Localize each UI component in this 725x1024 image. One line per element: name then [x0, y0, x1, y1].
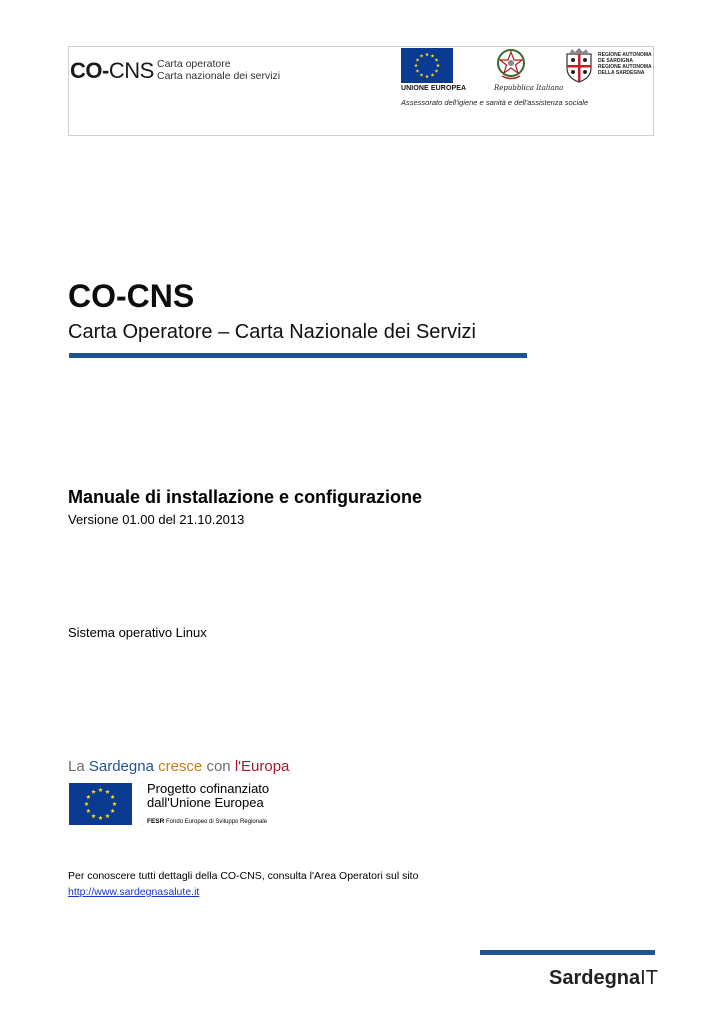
slogan-cresce: cresce	[158, 758, 207, 775]
footer-logo-rest: IT	[640, 967, 658, 989]
project-line-1: Progetto cofinanziato	[147, 781, 270, 796]
eu-flag-large-icon	[69, 783, 132, 825]
region-label-1: REGIONE AUTONOMA	[598, 52, 652, 58]
logo-co: CO-	[70, 58, 109, 83]
slogan-sardegna: Sardegna	[88, 758, 159, 775]
info-text: Per conoscere tutti dettagli della CO-CNS, consulta l'Area Operatori sul sito	[68, 870, 419, 882]
region-label-3: REGIONE AUTONOMA	[598, 64, 652, 70]
eu-label: UNIONE EUROPEA	[401, 85, 467, 92]
cocns-logo	[70, 58, 154, 84]
project-line-2: dall'Unione Europea	[147, 795, 264, 810]
page-title: CO-CNS	[68, 278, 195, 314]
footer-divider	[480, 950, 655, 955]
logo-subtitle	[157, 58, 280, 82]
title-divider	[69, 353, 527, 358]
sardinia-region-emblem-icon	[563, 48, 595, 84]
page-subtitle: Carta Operatore – Carta Nazionale dei Servizi	[68, 321, 476, 343]
region-label-2: DE SARDIGNA	[598, 58, 634, 64]
footer-logo-bold: Sardegna	[549, 967, 641, 989]
slogan-europa: l'Europa	[234, 758, 290, 775]
document-os: Sistema operativo Linux	[68, 625, 207, 640]
slogan-la: La	[68, 758, 89, 775]
logo-sub-line1: Carta operatore	[157, 58, 231, 70]
fesr-label	[147, 818, 267, 826]
fesr-bold: FESR	[147, 818, 165, 825]
eu-slogan	[68, 758, 289, 776]
assessorato-text: Assessorato dell'igiene e sanità e dell'assistenza sociale	[401, 98, 589, 107]
republic-label: Repubblica Italiana	[494, 84, 564, 92]
document-heading: Manuale di installazione e configurazione	[68, 487, 423, 507]
sardegnasalute-link[interactable]: http://www.sardegnasalute.it	[68, 886, 200, 898]
eu-flag-icon	[401, 48, 453, 83]
sardegnait-logo	[549, 966, 658, 990]
slogan-con: con	[206, 758, 235, 775]
logo-cns: CNS	[108, 58, 154, 83]
italian-republic-emblem-icon	[496, 47, 526, 81]
region-label-4: DELLA SARDEGNA	[598, 70, 645, 76]
fesr-rest: Fondo Europeo di Sviluppo Regionale	[164, 819, 268, 825]
region-label	[598, 52, 656, 76]
logo-sub-line2: Carta nazionale dei servizi	[157, 70, 281, 82]
document-version: Versione 01.00 del 21.10.2013	[68, 512, 245, 527]
